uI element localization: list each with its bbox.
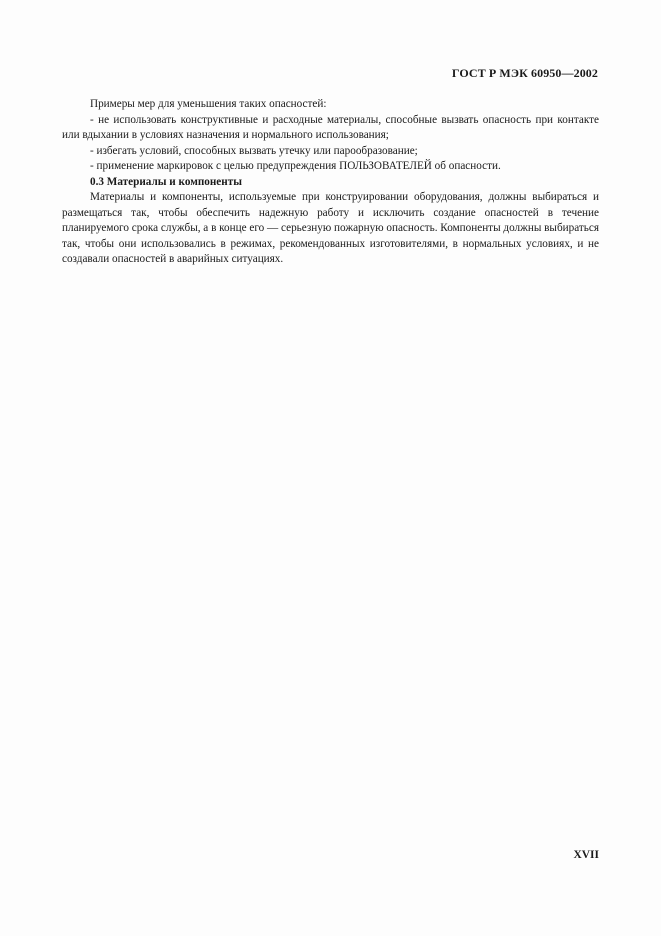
- measure-item-1: - не использовать конструктивные и расходные материалы, способные вызвать опасность при контакте или вдыхании в условиях назначения и нормального использования;: [62, 113, 599, 141]
- document-code-header: ГОСТ Р МЭК 60950—2002: [451, 66, 598, 80]
- document-body: [62, 97, 599, 268]
- measure-item-3: - применение маркировок с целью предупреждения ПОЛЬЗОВАТЕЛЕЙ об опасности.: [90, 160, 501, 172]
- section-paragraph: Материалы и компоненты, используемые при конструировании оборудования, должны выбираться и размещаться так, чтобы обеспечить надежную работу и исключить создание опасностей в течение планируемого срока службы, а в конце его — серьезную пожарную опасность. Компоненты должны выбираться так, чтобы они использовались в режимах, рекомендованных изготовителями, в нормальных условиях, и не создавали опасностей в аварийных ситуациях.: [62, 191, 599, 265]
- measure-item-2: - избегать условий, способных вызвать утечку или парообразование;: [90, 144, 418, 157]
- measures-intro: Примеры мер для уменьшения таких опасностей:: [90, 98, 327, 110]
- section-heading: 0.3 Материалы и компоненты: [90, 175, 242, 188]
- page-number: XVII: [573, 849, 599, 861]
